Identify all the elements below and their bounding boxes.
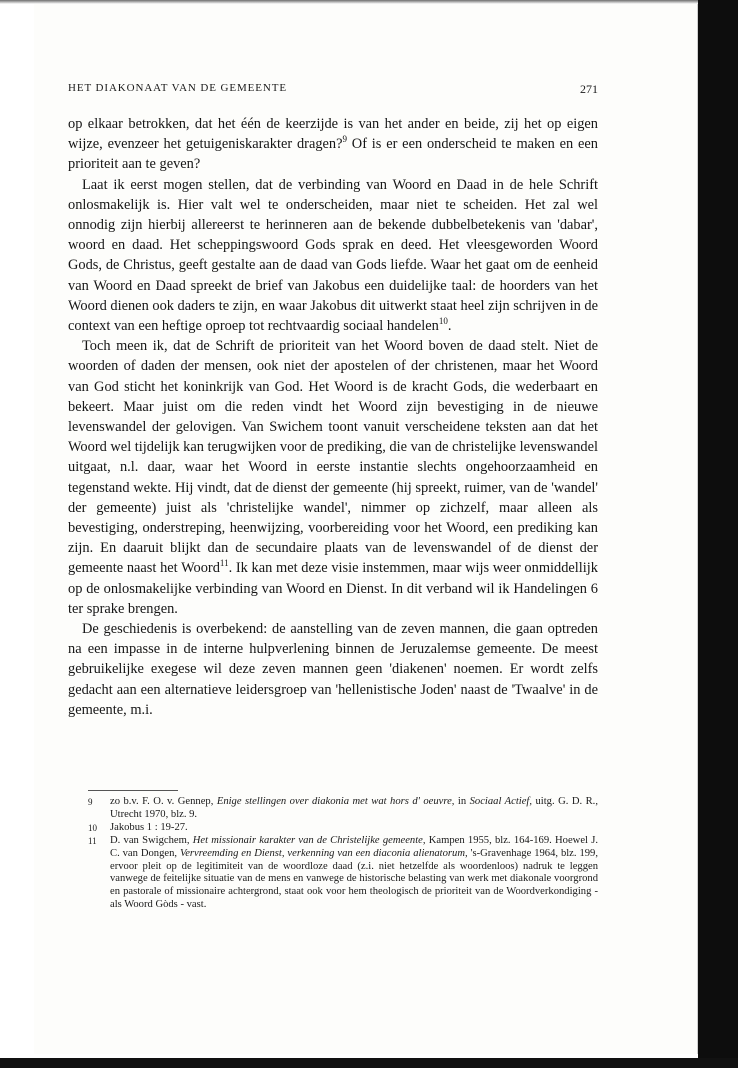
footnote-11 <box>88 835 598 912</box>
footnote-number: 11 <box>88 835 97 846</box>
paragraph-1-text: op elkaar betrokken, dat het één de keerzijde is van het ander en beide, zij het op eigen wijze, evenzeer het getuigeniskarakter dragen? <box>68 116 598 153</box>
footnote-text: uitg. G. D. R., Utrecht 1970, blz. 9. <box>110 796 598 820</box>
footnote-text: 's-Gravenhage 1964, blz. 199, ervoor pleit op de legitimiteit van de woordloze daad (z.i. niet hetzelfde als woordenloos) nadruk te leggen vanwege de feitelijke situatie van de mens en vanwege de historische belasting van werk met diakonale voorgrond en pastorale of missionaire achtergrond, staat ook voor hem theologisch de prioriteit van de Woordverkondiging - als Woord Gòds - vast. <box>110 847 598 911</box>
paragraph-1-end: Of is er een onderscheid te maken en een prioriteit aan te geven? <box>68 136 598 173</box>
paragraph-3 <box>68 336 598 619</box>
footnote-title: Het missionair karakter van de Christelijke gemeente, <box>192 834 426 846</box>
footnote-number: 10 <box>88 822 97 833</box>
footnote-ref-11: 11 <box>219 558 229 569</box>
footnotes <box>88 796 598 912</box>
paragraph-2-end: . <box>447 318 452 335</box>
footnote-ref-9: 9 <box>342 134 347 145</box>
scan-bottom-border <box>0 1058 738 1068</box>
paragraph-1 <box>68 114 598 175</box>
page-number: 271 <box>580 82 598 96</box>
paragraph-2 <box>68 175 598 337</box>
paragraph-4: De geschiedenis is overbekend: de aanstelling van de zeven mannen, die gaan optreden na een impasse in de interne hulpverlening binnen de Jeruzalemse gemeente. De meest gebruikelijke exegese wil deze zeven mannen geen 'diakenen' noemen. Er wordt zelfs gedacht aan een alternatieve leidersgroep van 'hellenistische Joden' naast de 'Twaalve' in de gemeente, m.i. <box>68 621 598 718</box>
footnote-text: Kampen 1955, blz. 164-169. Hoewel J. C. van Dongen, <box>110 834 598 859</box>
footnote-10 <box>88 822 598 835</box>
footnote-text: Jakobus 1 : 19-27. <box>110 821 188 833</box>
footnote-text: zo b.v. F. O. v. Gennep, <box>110 796 217 807</box>
footnote-journal: Vervreemding en Dienst, verkenning van een diaconia alienatorum, <box>179 847 468 859</box>
footnote-text: D. van Swigchem, <box>110 834 193 846</box>
footnote-rule <box>88 790 178 791</box>
paragraph-3-text: Toch meen ik, dat de Schrift de prioriteit van het Woord boven de daad stelt. Niet de woorden of daden der mensen, ook niet der apostelen of der christenen, maar het Woord van God sticht het koninkrijk van God. Het Woord is de kracht Gods, die wederbaart en bekeert. Maar juist om die reden vindt het Woord zijn bevestiging in de nieuwe levenswandel der gelovigen. Van Swichem toont vanuit verscheidene teksten aan dat het Woord wel tijdelijk kan terugwijken voor de prediking, die van de christelijke levenswandel uitgaat, n.l. daar, waar het Woord in eerste instantie slechts ongehoorzaamheid en tegenstand wekte. Hij vindt, dat de dienst der gemeente (hij spreekt, ruimer, van de 'wandel' der gemeente) juist als 'christelijke wandel', nimmer op zichzelf, maar alleen als bevestiging, onderstreping, heenwijzing, voorbereiding voor het Woord, een prediking kan zijn. En daaruit blijkt dan de secundaire plaats van de levenswandel of de dienst der gemeente naast het Woord <box>68 338 598 577</box>
footnote-9 <box>88 796 598 822</box>
running-title: HET DIAKONAAT VAN DE GEMEENTE <box>68 82 287 94</box>
footnote-title: Enige stellingen over diakonia met wat hors d' oeuvre, <box>216 796 455 807</box>
paragraph-3-end: . Ik kan met deze visie instemmen, maar wijs weer onmiddellijk op de onlosmakelijke verbinding van Woord en Dienst. In dit verband wil ik Handelingen 6 ter sprake brengen. <box>68 560 598 617</box>
footnote-text: in <box>454 796 470 807</box>
scan-right-border <box>698 0 738 1068</box>
footnote-journal: Sociaal Actief, <box>469 796 533 807</box>
paragraph-2-text: Laat ik eerst mogen stellen, dat de verbinding van Woord en Daad in de hele Schrift onlosmakelijk is. Hier valt wel te onderscheiden, maar niet te scheiden. Het zal wel onnodig zijn hierbij allereerst te herinneren aan de bekende dubbelbetekenis van 'dabar', woord en daad. Het scheppingswoord Gods sprak en deed. Het vleesgeworden Woord Gods, de Christus, geeft gestalte aan de daad van Gods liefde. Waar het gaat om de eenheid van Woord en Daad spreekt de brief van Jakobus een duidelijke taal: de hoorders van het Woord dienen ook daders te zijn, en waar Jakobus dit uitwerkt staat heel zijn schrijven in de context van een heftige oproep tot rechtvaardig sociaal handelen <box>68 176 598 335</box>
body-text <box>68 114 598 720</box>
footnote-ref-10: 10 <box>438 316 448 327</box>
footnote-number: 9 <box>88 797 93 807</box>
